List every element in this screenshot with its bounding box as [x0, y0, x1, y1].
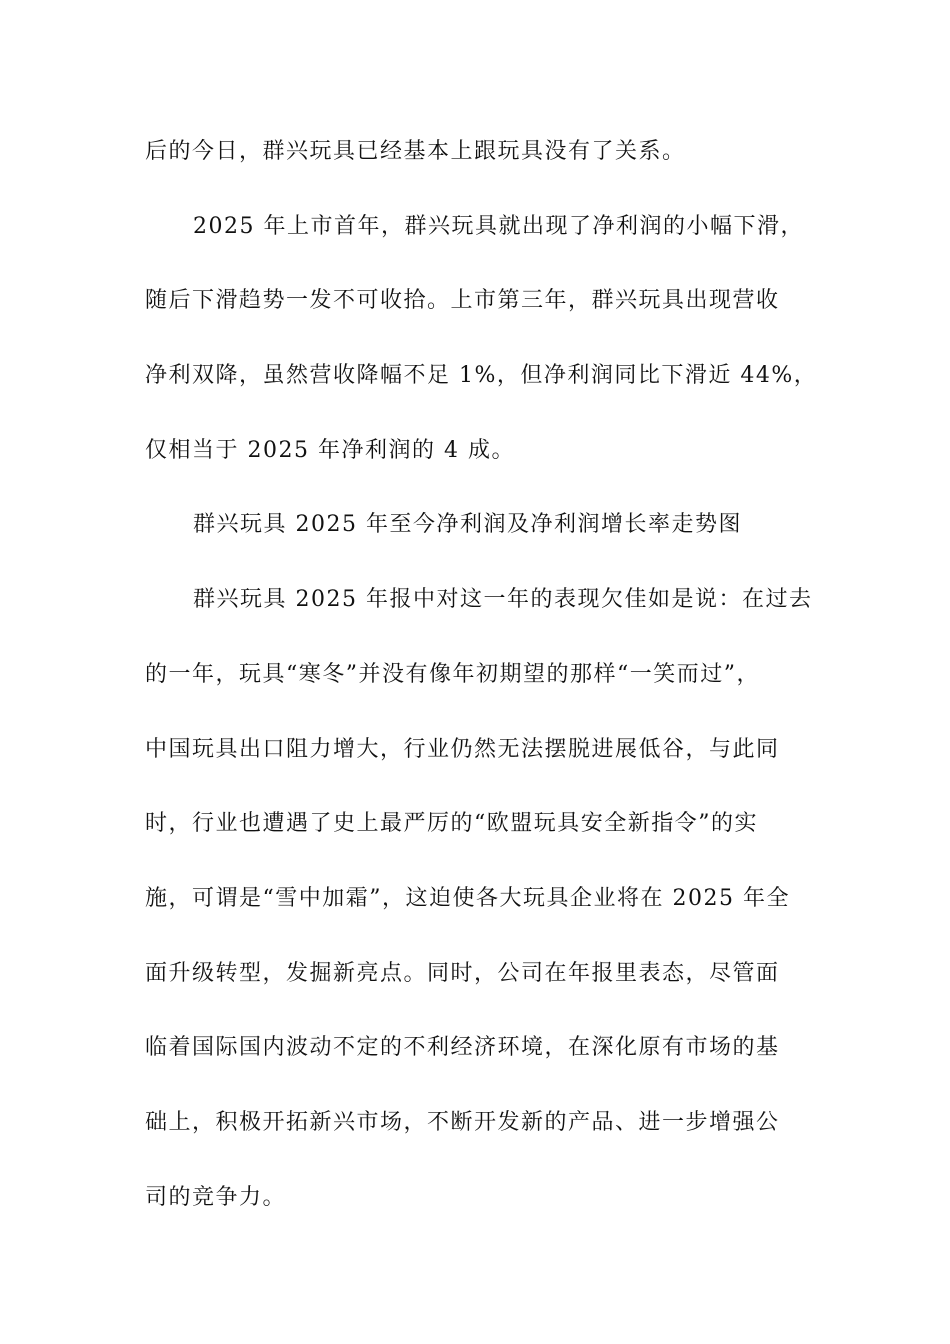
paragraph-line: 施，可谓是“雪中加霜”，这迫使各大玩具企业将在 2025 年全 [145, 886, 790, 911]
paragraph-line: 随后下滑趋势一发不可收拾。上市第三年，群兴玩具出现营收 [145, 288, 780, 313]
paragraph-line: 后的今日，群兴玩具已经基本上跟玩具没有了关系。 [145, 139, 686, 164]
paragraph-line: 司的竞争力。 [145, 1185, 287, 1210]
paragraph-line: 净利双降，虽然营收降幅不足 1%，但净利润同比下滑近 44%， [145, 363, 818, 388]
paragraph-line: 2025 年上市首年，群兴玩具就出现了净利润的小幅下滑， [193, 214, 804, 239]
paragraph-line: 仅相当于 2025 年净利润的 4 成。 [145, 438, 515, 463]
paragraph-line: 面升级转型，发掘新亮点。同时，公司在年报里表态，尽管面 [145, 961, 780, 986]
paragraph-line: 时，行业也遭遇了史上最严厉的“欧盟玩具安全新指令”的实 [145, 811, 758, 836]
paragraph-line: 群兴玩具 2025 年报中对这一年的表现欠佳如是说：在过去 [193, 587, 813, 612]
paragraph-line: 中国玩具出口阻力增大，行业仍然无法摆脱进展低谷，与此同 [145, 737, 780, 762]
paragraph-line: 础上，积极开拓新兴市场，不断开发新的产品、进一步增强公 [145, 1110, 780, 1135]
figure-caption: 群兴玩具 2025 年至今净利润及净利润增长率走势图 [193, 512, 742, 537]
paragraph-line: 的一年，玩具“寒冬”并没有像年初期望的那样“一笑而过”， [145, 662, 760, 687]
paragraph-line: 临着国际国内波动不定的不利经济环境，在深化原有市场的基 [145, 1035, 780, 1060]
